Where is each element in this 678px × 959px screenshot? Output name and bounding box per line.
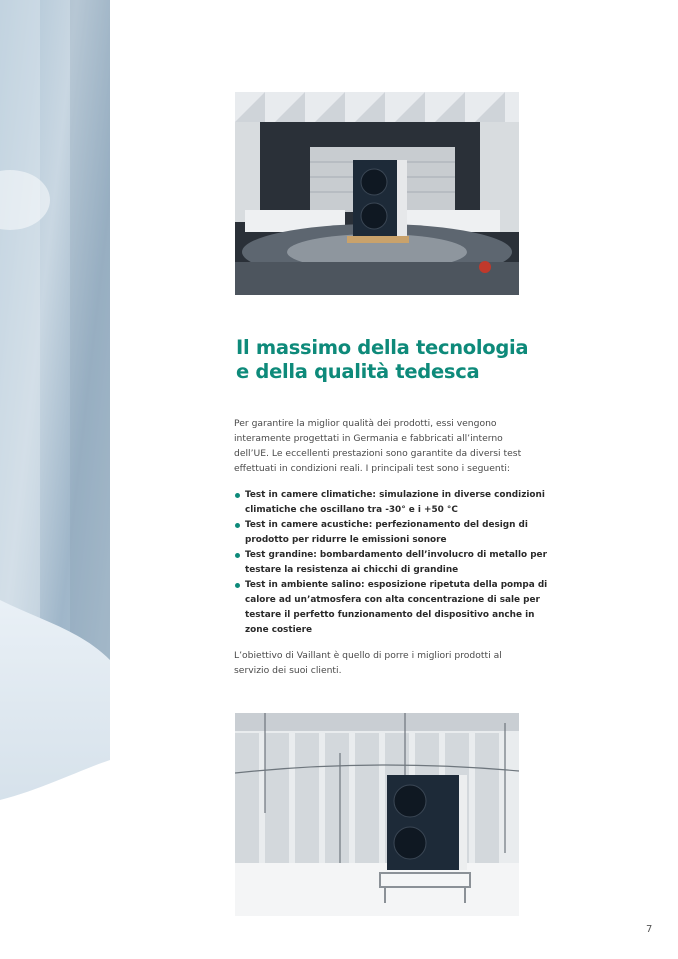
list-item-line: prodotto per ridurre le emissioni sonore: [245, 535, 447, 545]
list-item-line: Test grandine: bombardamento dell’involucro di metallo per: [245, 550, 547, 560]
list-item: [234, 578, 548, 638]
intro-paragraph: [234, 416, 534, 476]
test-list: [234, 488, 548, 638]
acoustic-chamber-photo: [235, 92, 519, 295]
list-item-line: calore ad un’atmosfera con alta concentrazione di sale per: [245, 595, 540, 605]
bullet-dot-icon: [235, 493, 240, 498]
intro-line: interamente progettati in Germania e fabbricati all’interno: [234, 433, 503, 444]
list-item-line: testare la resistenza ai chicchi di grandine: [245, 565, 459, 575]
bullet-dot-icon: [235, 553, 240, 558]
list-item-line: Test in camere acustiche: perfezionamento del design di: [245, 520, 528, 530]
list-item: [234, 488, 545, 518]
intro-line: dell’UE. Le eccellenti prestazioni sono garantite da diversi test: [234, 448, 522, 459]
list-item-line: Test in camere climatiche: simulazione in diverse condizioni: [245, 490, 545, 500]
intro-line: Per garantire la miglior qualità dei prodotti, essi vengono: [234, 418, 497, 429]
closing-paragraph: [234, 648, 534, 678]
bullet-dot-icon: [235, 583, 240, 588]
list-item-line: zone costiere: [245, 625, 313, 635]
list-item: [234, 518, 534, 548]
list-item-line: Test in ambiente salino: esposizione ripetuta della pompa di: [245, 580, 548, 590]
list-item-line: testare il perfetto funzionamento del dispositivo anche in: [245, 610, 535, 620]
outro-line: servizio dei suoi clienti.: [234, 665, 342, 676]
test-hall-photo: [235, 713, 519, 916]
page-number: 7: [646, 924, 653, 935]
outro-line: L’obiettivo di Vaillant è quello di porre i migliori prodotti al: [234, 650, 502, 661]
intro-line: effettuati in condizioni reali. I principali test sono i seguenti:: [234, 463, 510, 474]
list-item: [234, 548, 547, 578]
title-line: Il massimo della tecnologia: [236, 336, 529, 359]
decorative-frost-panel: [0, 0, 110, 959]
bullet-dot-icon: [235, 523, 240, 528]
section-title: [236, 336, 566, 384]
title-line: e della qualità tedesca: [236, 360, 480, 383]
list-item-line: climatiche che oscillano tra -30° e i +50 °C: [245, 505, 458, 515]
